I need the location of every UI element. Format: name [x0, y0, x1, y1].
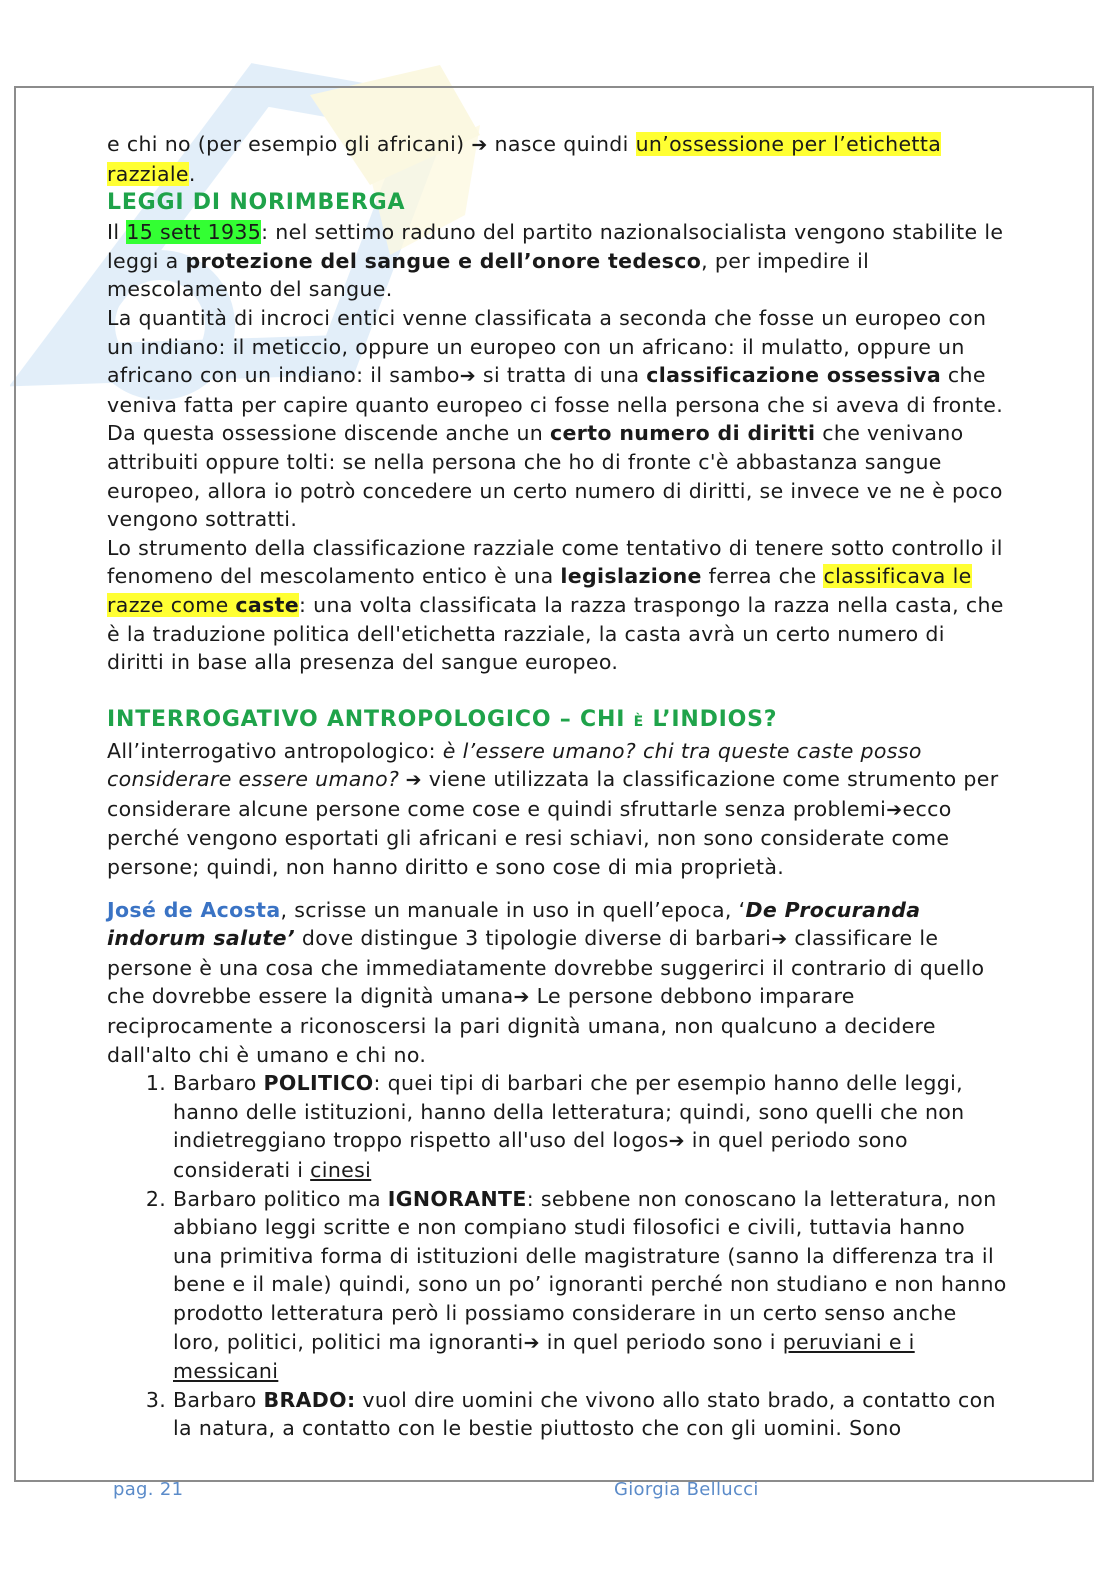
paragraph-norimberga: Il 15 sett 1935: nel settimo raduno del partito nazionalsocialista vengono stabilite le leggi a protezione del sangue e dell’onore tedesco, per impedire il mescolamento del sangue. [107, 220, 1004, 302]
list-item: 3. Barbaro BRADO: vuol dire uomini che vivono allo stato brado, a contatto con la natura, a contatto con le bestie piuttosto che con gli uomini. Sono [173, 1386, 1007, 1443]
section-heading-norimberga: LEGGI DI NORIMBERGA [107, 190, 406, 216]
document-body [107, 130, 1007, 1443]
author-name: José de Acosta [107, 897, 281, 922]
paragraph-legislation: Lo strumento della classificazione razziale come tentativo di tenere sotto controllo il fenomeno del mescolamento entico è una legislazione ferrea che classificava le razze come caste: una volta classificata la razza traspongo la razza nella casta, che è la traduzione politica dell'etichetta razziale, la casta avrà un certo numero di diritti in base alla presenza del sangue europeo. [107, 535, 1004, 675]
arrow-icon: ➔ [668, 1130, 685, 1153]
arrow-icon: ➔ [471, 134, 488, 156]
arrow-icon: ➔ [399, 769, 422, 792]
paragraph-intro: e chi no (per esempio gli africani) ➔ nasce quindi un’ossessione per l’etichetta razziale. [107, 132, 942, 186]
barbari-list [107, 1069, 1007, 1443]
paragraph-interrogativo: All’interrogativo antropologico: è l’essere umano? chi tra queste caste posso considerare essere umano? ➔ viene utilizzata la classificazione come strumento per considerare alcune persone come cose e quindi sfruttarle senza problemi➔ecco perché vengono esportati gli africani e resi schiavi, non sono considerate come persone; quindi, non hanno diritto e sono cose di mia proprietà. [107, 738, 999, 880]
list-item: 1. Barbaro POLITICO: quei tipi di barbari che per esempio hanno delle leggi, hanno delle istituzioni, hanno della letteratura; quindi, sono quelli che non indietreggiano troppo rispetto all'uso del logos➔ in quel periodo sono considerati i cinesi [173, 1069, 1007, 1184]
list-item: 2. Barbaro politico ma IGNORANTE: sebbene non conoscano la letteratura, non abbiano leggi scritte e non compiano studi filosofici e civili, tuttavia hanno una primitiva forma di istituzioni delle magistrature (sanno la differenza tra il bene e il male) quindi, sono un po’ ignoranti perché non studiano e non hanno prodotto letteratura però li possiamo considerare in un certo senso anche loro, politici, politici ma ignoranti➔ in quel periodo sono i peruviani e i messicani [173, 1185, 1007, 1386]
page-number: pag. 21 [113, 1479, 184, 1500]
highlight: un’ossessione per l’etichetta razziale [107, 132, 942, 186]
highlight: classificava le razze come caste [107, 564, 972, 617]
arrow-icon: ➔ [523, 1331, 540, 1354]
footer-author: Giorgia Bellucci [614, 1479, 759, 1500]
paragraph-classification: La quantità di incroci entici venne classificata a seconda che fosse un europeo con un indiano: il meticcio, oppure un europeo con un africano: il mulatto, oppure un africano con un indiano: il sambo➔ si tratta di una classificazione ossessiva che veniva fatta per capire quanto europeo ci fosse nella persona che si aveva di fronte. Da questa ossessione discende anche un certo numero di diritti che venivano attribuiti oppure tolti: se nella persona che ho di fronte c'è abbastanza sangue europeo, allora io potrò concedere un certo numero di diritti, se invece ve ne è poco vengono sottratti. [107, 305, 1004, 532]
arrow-icon: ➔ [459, 365, 477, 388]
arrow-icon: ➔ [886, 798, 903, 821]
paragraph-acosta: José de Acosta, scrisse un manuale in uso in quell’epoca, ‘De Procuranda indorum salute’ dove distingue 3 tipologie diverse di barbari➔ classificare le persone è una cosa che immediatamente dovrebbe suggerirci il contrario di quello che dovrebbe essere la dignità umana➔ Le persone debbono imparare reciprocamente a riconoscersi la pari dignità umana, non qualcuno a decidere dall'alto chi è umano e chi no. [107, 897, 985, 1067]
arrow-icon: ➔ [513, 986, 530, 1009]
date-highlight: 15 sett 1935 [126, 220, 262, 245]
section-heading-interrogativo: INTERROGATIVO ANTROPOLOGICO – CHI È L’INDIOS? [107, 706, 778, 732]
arrow-icon: ➔ [771, 928, 788, 951]
